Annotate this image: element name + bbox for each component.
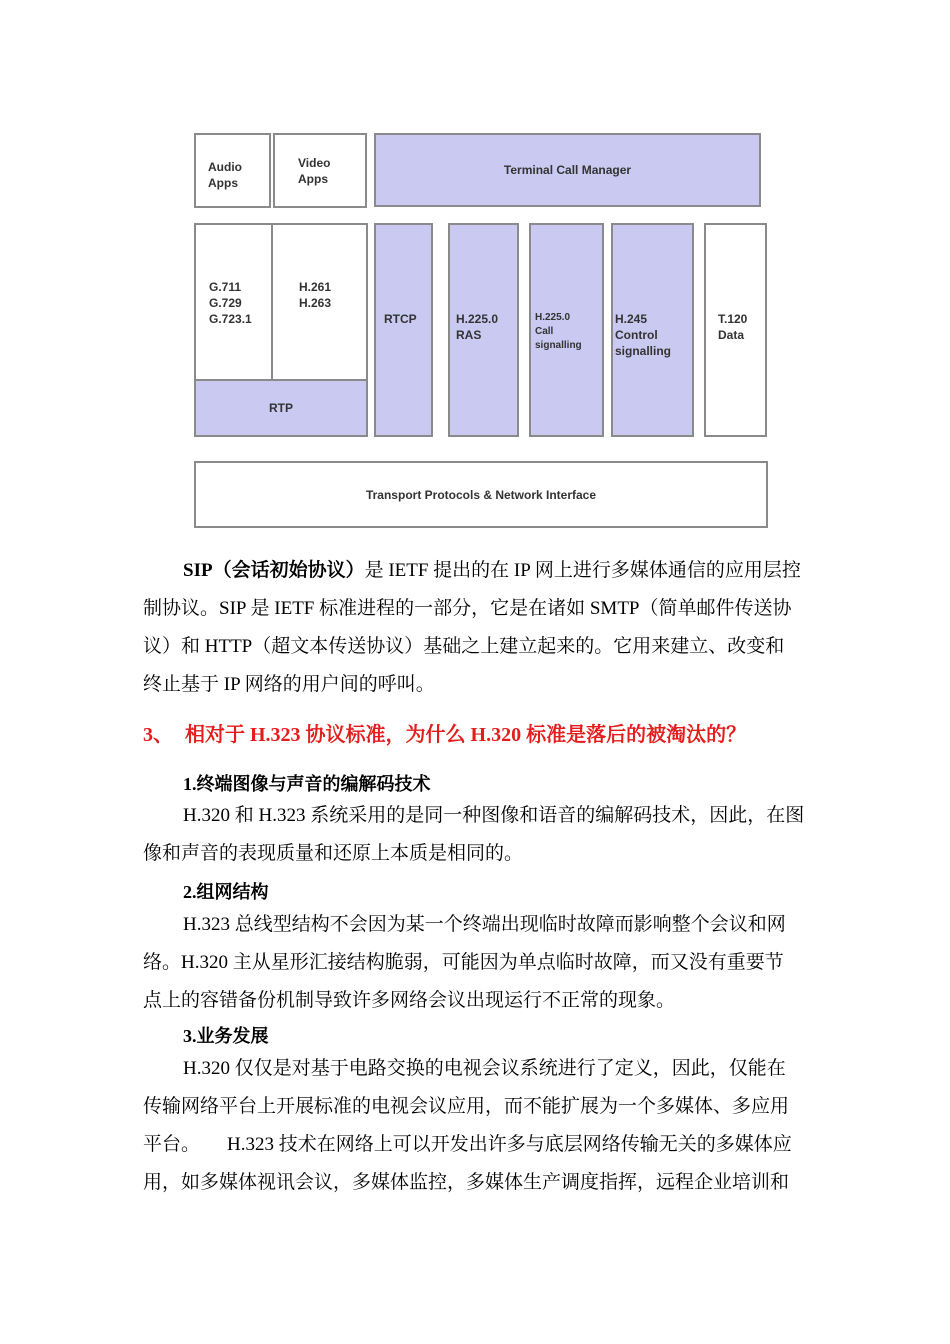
section-3-title: 相对于 H.323 协议标准，为什么 H.320 标准是落后的被淘汰的？ bbox=[185, 724, 747, 746]
point-2-line2: 络。H.320 主从星形汇接结构脆弱，可能因为单点临时故障，而又没有重要节 bbox=[143, 952, 784, 973]
point-3-line3-part-b: H.323 技术在网络上可以开发出许多与底层网络传输无关的多媒体应 bbox=[227, 1134, 792, 1155]
video-apps-label: Video Apps bbox=[298, 156, 331, 186]
point-3-line3 bbox=[143, 1133, 792, 1157]
point-2-title: 2.组网结构 bbox=[183, 882, 269, 902]
section-3-number: 3、 bbox=[143, 724, 173, 746]
sip-paragraph-line1 bbox=[183, 559, 801, 583]
rtp-label: RTP bbox=[269, 401, 293, 415]
point-3-title: 3.业务发展 bbox=[183, 1026, 269, 1046]
video-codecs-box bbox=[271, 223, 368, 381]
terminal-call-manager-box bbox=[374, 133, 761, 207]
section-3-heading bbox=[143, 718, 746, 747]
audio-codecs-box bbox=[194, 223, 273, 381]
point-3-line2: 传输网络平台上开展标准的电视会议应用，而不能扩展为一个多媒体、多应用 bbox=[143, 1096, 790, 1117]
ras-box bbox=[448, 223, 519, 437]
call-signalling-box bbox=[529, 223, 604, 437]
rtcp-box bbox=[374, 223, 433, 437]
audio-apps-box bbox=[194, 133, 271, 208]
point-3-line4: 用，如多媒体视讯会议，多媒体监控，多媒体生产调度指挥，远程企业培训和 bbox=[143, 1172, 790, 1193]
transport-label: Transport Protocols & Network Interface bbox=[365, 487, 597, 502]
video-codecs-label: H.261 H.263 bbox=[299, 280, 332, 310]
point-1-line2: 像和声音的表现质量和还原上本质是相同的。 bbox=[143, 843, 524, 864]
terminal-call-manager-label: Terminal Call Manager bbox=[503, 163, 632, 177]
point-3-line1: H.320 仅仅是对基于电路交换的电视会议系统进行了定义，因此，仅能在 bbox=[183, 1058, 786, 1079]
point-3-line3-part-a: 平台。 bbox=[143, 1134, 201, 1155]
transport-box bbox=[194, 461, 768, 528]
point-1-line1: H.320 和 H.323 系统采用的是同一种图像和语音的编解码技术，因此，在图 bbox=[183, 805, 805, 826]
point-2-line3: 点上的容错备份机制导致许多网络会议出现运行不正常的现象。 bbox=[143, 990, 676, 1011]
sip-paragraph-line3: 议）和 HTTP（超文本传送协议）基础之上建立起来的。它用来建立、改变和 bbox=[143, 636, 785, 657]
ras-label: H.225.0 RAS bbox=[456, 312, 499, 342]
call-signalling-label: H.225.0 Call signalling bbox=[535, 312, 582, 351]
sip-paragraph-line4: 终止基于 IP 网络的用户间的呼叫。 bbox=[143, 674, 435, 695]
audio-apps-label: Audio Apps bbox=[208, 160, 242, 190]
sip-term: SIP（会话初始协议） bbox=[183, 560, 365, 581]
control-signalling-box bbox=[611, 223, 694, 437]
audio-codecs-label: G.711 G.729 G.723.1 bbox=[209, 280, 252, 326]
sip-line1-text: 是 IETF 提出的在 IP 网上进行多媒体通信的应用层控 bbox=[364, 560, 801, 581]
rtp-box bbox=[194, 379, 368, 437]
rtcp-label: RTCP bbox=[384, 312, 417, 326]
video-apps-box bbox=[273, 133, 367, 208]
sip-paragraph-line2: 制协议。SIP 是 IETF 标准进程的一部分，它是在诸如 SMTP（简单邮件传送协 bbox=[143, 598, 792, 619]
data-label: T.120 Data bbox=[718, 312, 748, 342]
point-1-title: 1.终端图像与声音的编解码技术 bbox=[183, 774, 431, 794]
data-box bbox=[704, 223, 767, 437]
protocol-stack-diagram bbox=[0, 0, 950, 540]
point-2-line1: H.323 总线型结构不会因为某一个终端出现临时故障而影响整个会议和网 bbox=[183, 914, 786, 935]
control-signalling-label: H.245 Control signalling bbox=[615, 312, 672, 358]
